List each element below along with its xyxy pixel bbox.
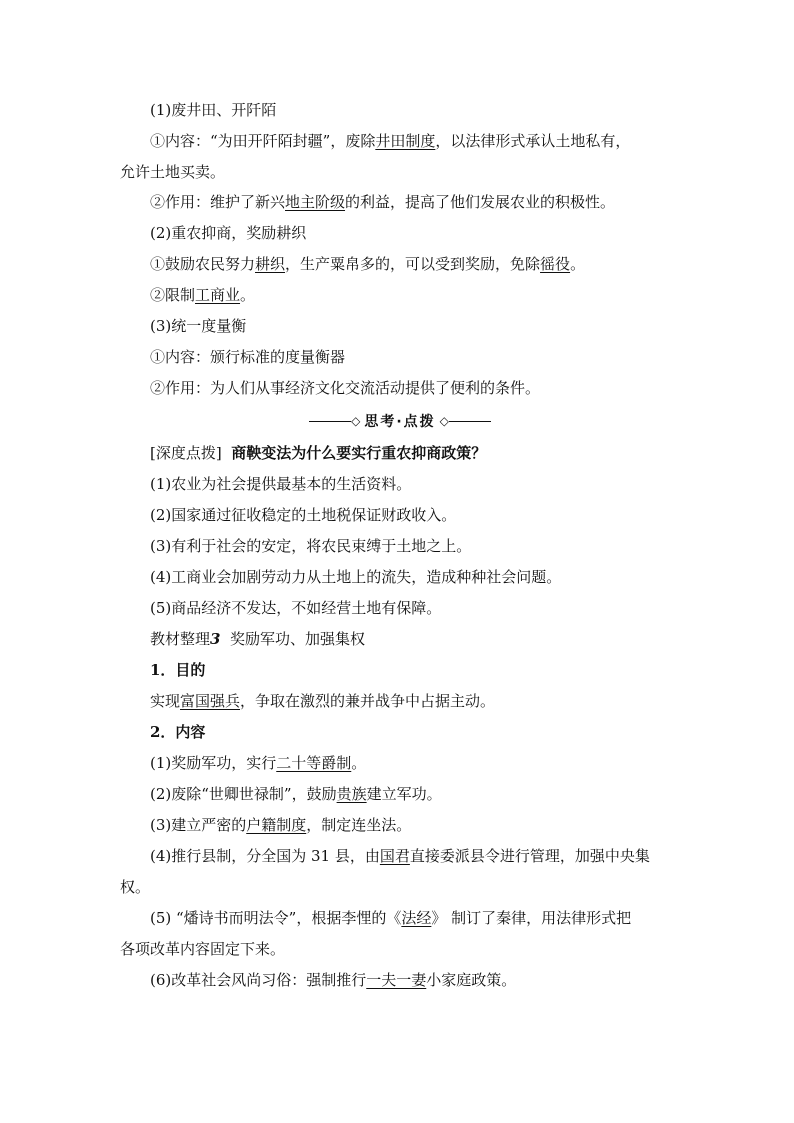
paragraph-line: 实现富国强兵，争取在激烈的兼并战争中占据主动。 [150,692,496,710]
divider-line [309,421,351,422]
deep-tag: [深度点拨] [150,444,222,462]
subheading-content: 2．内容 [150,723,206,741]
diamond-icon: ◇ [351,414,361,428]
material-heading: 教材整理3 奖励军功、加强集权 [150,630,366,648]
list-item: (5)商品经济不发达，不如经营土地有保障。 [150,599,442,617]
paragraph-line: ①鼓励农民努力耕织，生产粟帛多的，可以受到奖励，免除徭役。 [150,255,586,273]
list-item: (4)工商业会加剧劳动力从土地上的流失，造成种种社会问题。 [150,568,562,586]
list-item: (3)有利于社会的安定，将农民束缚于土地之上。 [150,537,472,555]
key-term: 工商业 [195,286,241,304]
list-item: (2)废除“世卿世禄制”，鼓励贵族建立军功。 [150,785,442,803]
list-item: (4)推行县制，分全国为 31 县，由国君直接委派县令进行管理，加强中央集 [150,847,650,865]
paragraph-line: ①内容：“为田开阡陌封疆”，废除井田制度，以法律形式承认土地私有， [150,132,631,150]
key-term: 地主阶级 [285,193,346,211]
key-term: 一夫一妻 [366,971,427,989]
list-item-continued: 权。 [120,878,151,896]
subheading-goal: 1．目的 [150,661,206,679]
key-term: 徭役 [540,255,571,273]
section-heading-3: (3)统一度量衡 [150,317,247,335]
key-term: 井田制度 [375,132,436,150]
list-item: (1)奖励军功，实行二十等爵制。 [150,754,367,772]
section-heading-2: (2)重农抑商，奖励耕织 [150,224,307,242]
divider-line [449,421,491,422]
paragraph-line: ①内容：颁行标准的度量衡器 [150,348,346,366]
paragraph-line: ②限制工商业。 [150,286,256,304]
key-term: 户籍制度 [246,816,307,834]
material-number: 3 [210,630,221,648]
deep-question [150,443,710,463]
list-item: (1)农业为社会提供最基本的生活资料。 [150,475,412,493]
list-item: (2)国家通过征收稳定的土地税保证财政收入。 [150,506,457,524]
key-term: 国君 [379,847,410,865]
key-term: 耕织 [255,255,286,273]
key-term: 法经 [401,909,432,927]
diamond-icon: ◇ [439,414,449,428]
list-item: (3)建立严密的户籍制度，制定连坐法。 [150,816,412,834]
paragraph-line: 允许土地买卖。 [120,163,226,181]
section-heading-1: (1)废井田、开阡陌 [150,101,277,119]
paragraph-line: ②作用：为人们从事经济文化交流活动提供了便利的条件。 [150,379,541,397]
question-text: 商鞅变法为什么要实行重农抑商政策？ [231,444,487,462]
key-term: 富国强兵 [180,692,241,710]
list-item: (6)改革社会风尚习俗：强制推行一夫一妻小家庭政策。 [150,971,517,989]
separator-label: 思考·点拨 [364,414,436,430]
list-item: (5) “燔诗书而明法令”，根据李悝的《法经》 制订了秦律，用法律形式把 [150,909,632,927]
list-item-continued: 各项改革内容固定下来。 [120,940,286,958]
section-separator [120,410,680,432]
key-term: 贵族 [336,785,367,803]
key-term: 二十等爵制 [276,754,352,772]
paragraph-line: ②作用：维护了新兴地主阶级的利益，提高了他们发展农业的积极性。 [150,193,616,211]
